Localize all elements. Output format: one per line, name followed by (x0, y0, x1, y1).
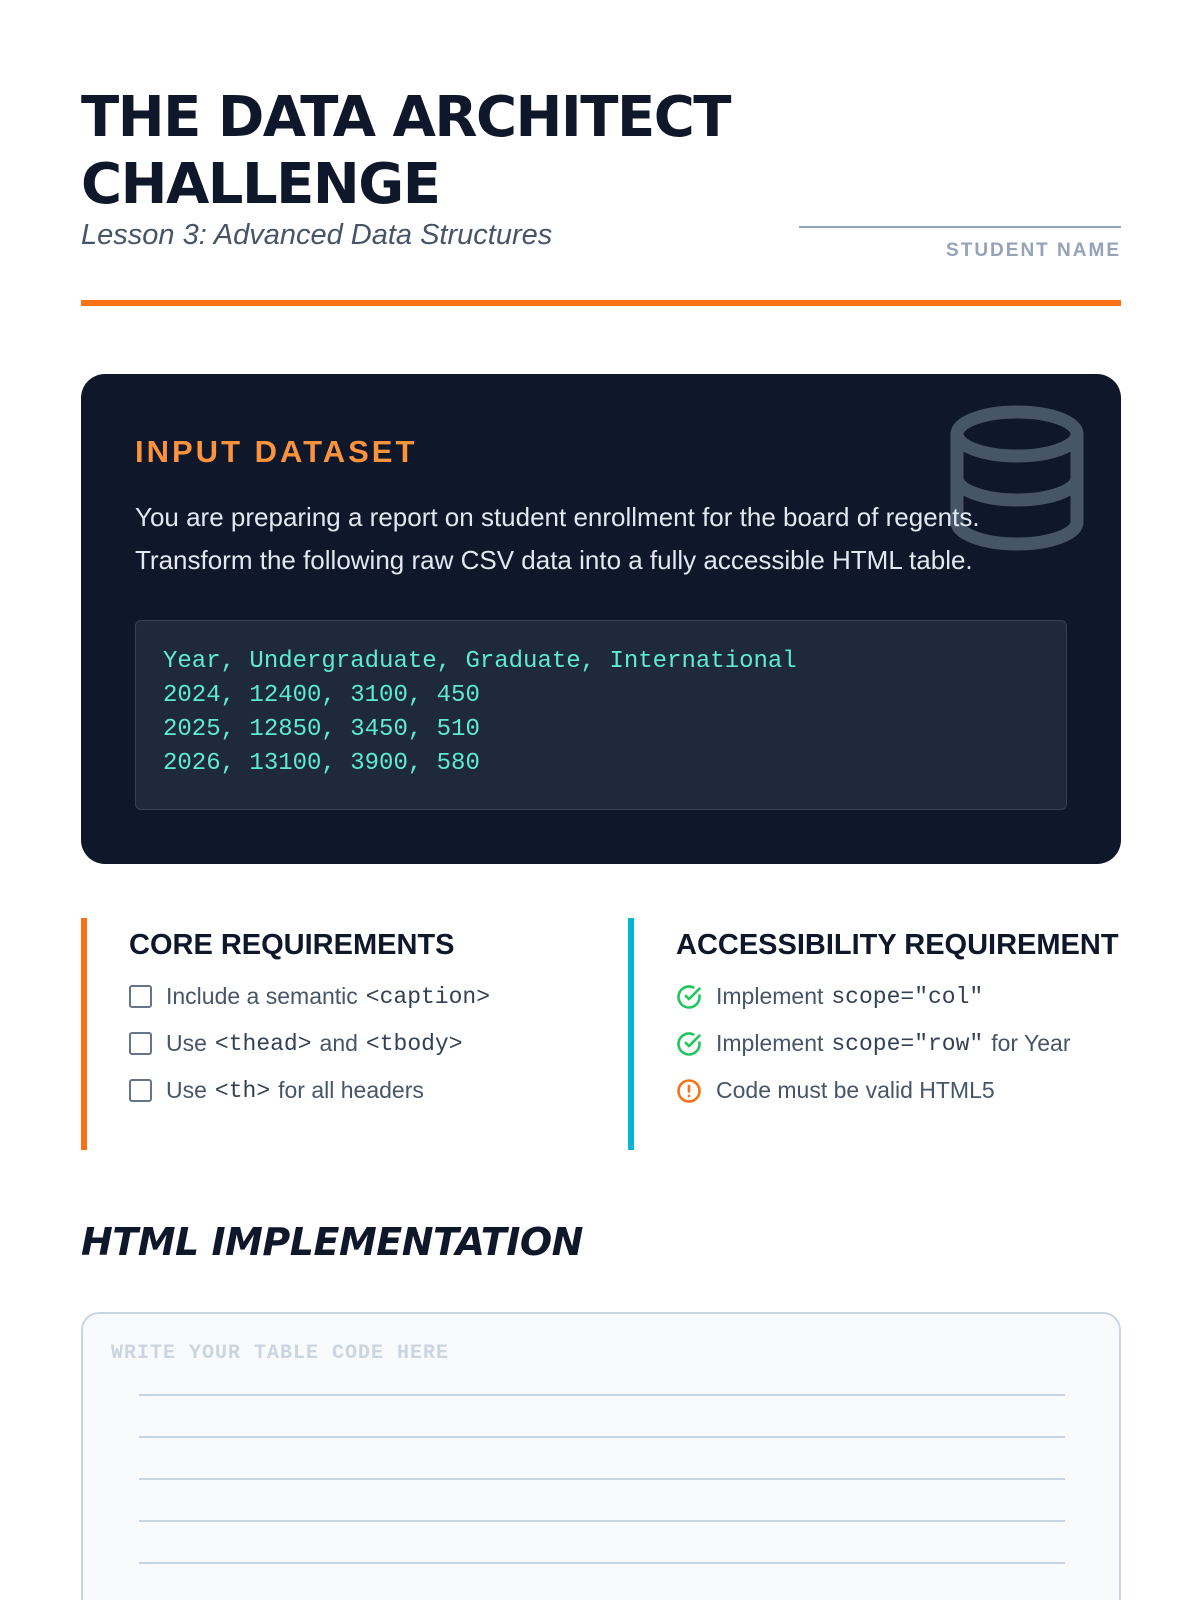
csv-line: 2025, 12850, 3450, 510 (163, 716, 480, 743)
requirement-code: <thead> (214, 1030, 312, 1057)
requirement-text: Include a semantic (166, 983, 358, 1009)
core-requirements (81, 918, 581, 1150)
student-name-line[interactable] (799, 226, 1121, 228)
checkbox-icon[interactable] (129, 985, 152, 1008)
accessibility-requirements (628, 918, 1121, 1150)
csv-line: Year, Undergraduate, Graduate, International (163, 648, 797, 675)
code-answer-area[interactable] (81, 1312, 1121, 1600)
requirement-text: Implement (716, 983, 824, 1009)
list-item (676, 1020, 1121, 1067)
dataset-label: INPUT DATASET (135, 434, 418, 469)
student-name-label: STUDENT NAME (946, 240, 1121, 261)
answer-line (139, 1436, 1065, 1438)
list-item (129, 1067, 581, 1114)
csv-line: 2026, 13100, 3900, 580 (163, 750, 480, 777)
list-item (129, 973, 581, 1020)
list-item (676, 973, 1121, 1020)
requirement-code: scope="row" (831, 1030, 984, 1057)
implementation-title: HTML IMPLEMENTATION (81, 1220, 583, 1264)
alert-circle-icon (676, 1078, 702, 1104)
answer-line (139, 1394, 1065, 1396)
answer-line (139, 1520, 1065, 1522)
answer-line (139, 1562, 1065, 1564)
input-dataset-panel (81, 374, 1121, 864)
requirement-code: <tbody> (365, 1030, 463, 1057)
answer-line (139, 1478, 1065, 1480)
requirement-text: Implement (716, 1030, 824, 1056)
requirement-text: Code must be valid HTML5 (716, 1077, 995, 1103)
requirement-text: Use (166, 1030, 207, 1056)
check-circle-icon (676, 984, 702, 1010)
requirement-code: <th> (214, 1077, 271, 1104)
dataset-description: You are preparing a report on student enrollment for the board of regents. Transform the following raw CSV data into a fully accessible HTML table. (135, 502, 980, 575)
core-requirements-title: CORE REQUIREMENTS (129, 929, 455, 961)
code-answer-placeholder: WRITE YOUR TABLE CODE HERE (111, 1342, 450, 1365)
requirement-code: <caption> (365, 983, 491, 1010)
header (81, 84, 1121, 261)
list-item (129, 1020, 581, 1067)
checkbox-icon[interactable] (129, 1079, 152, 1102)
list-item (676, 1067, 1121, 1114)
accessibility-requirements-list (676, 973, 1121, 1114)
check-circle-icon (676, 1031, 702, 1057)
requirement-text: for all headers (278, 1077, 424, 1103)
requirement-text: Use (166, 1077, 207, 1103)
requirement-text: for Year (991, 1030, 1071, 1056)
page-title: THE DATA ARCHITECT CHALLENGE (81, 85, 730, 217)
header-divider (81, 300, 1121, 306)
csv-code-block (135, 620, 1067, 810)
csv-line: 2024, 12400, 3100, 450 (163, 682, 480, 709)
page-subtitle: Lesson 3: Advanced Data Structures (81, 219, 553, 251)
requirement-code: scope="col" (831, 983, 984, 1010)
student-name-field[interactable] (799, 226, 1121, 262)
checkbox-icon[interactable] (129, 1032, 152, 1055)
requirement-text: and (319, 1030, 358, 1056)
accessibility-requirements-title: ACCESSIBILITY REQUIREMENT (676, 929, 1119, 961)
core-requirements-list (129, 973, 581, 1114)
